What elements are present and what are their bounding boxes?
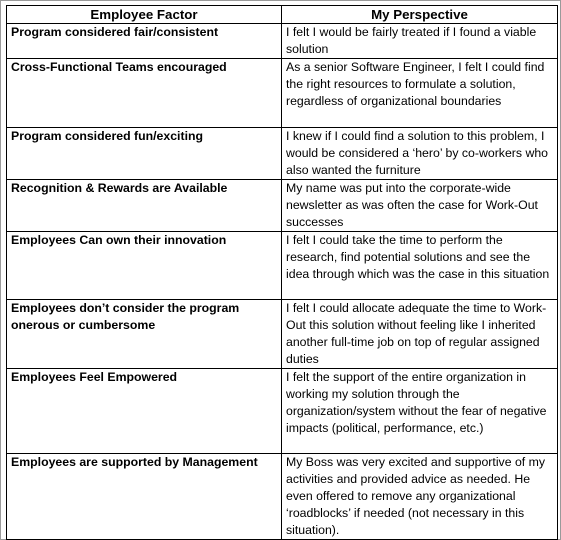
factor-cell: Recognition & Rewards are Available (7, 180, 282, 232)
perspective-cell: I felt I could allocate adequate the time to Work-Out this solution without feeling like I inherited another full-time job on top of regular assigned duties (282, 300, 558, 369)
perspective-cell: I felt the support of the entire organization in working my solution through the organization/system without the fear of negative impacts (political, performance, etc.) (282, 369, 558, 454)
header-row (7, 6, 558, 24)
header-my-perspective: My Perspective (282, 6, 558, 24)
factor-cell: Employees Can own their innovation (7, 232, 282, 300)
table-row (7, 128, 558, 180)
factor-cell: Program considered fun/exciting (7, 128, 282, 180)
table-row (7, 454, 558, 540)
perspective-cell: My name was put into the corporate-wide newsletter as was often the case for Work-Out successes (282, 180, 558, 232)
factor-cell: Employees are supported by Management (7, 454, 282, 540)
factor-cell: Employees Feel Empowered (7, 369, 282, 454)
table-row (7, 24, 558, 59)
perspective-cell: I felt I would be fairly treated if I found a viable solution (282, 24, 558, 59)
table-row (7, 59, 558, 128)
perspective-cell: I knew if I could find a solution to this problem, I would be considered a ‘hero’ by co-workers who also wanted the furniture (282, 128, 558, 180)
table-row (7, 300, 558, 369)
factor-cell: Employees don’t consider the program onerous or cumbersome (7, 300, 282, 369)
perspective-cell: As a senior Software Engineer, I felt I could find the right resources to formulate a solution, regardless of organizational boundaries (282, 59, 558, 128)
table-row (7, 180, 558, 232)
perspective-cell: My Boss was very excited and supportive of my activities and provided advice as needed. He even offered to remove any organizational ‘roadblocks’ if needed (not necessary in this situation). (282, 454, 558, 540)
table-row (7, 369, 558, 454)
table-row (7, 232, 558, 300)
perspective-cell: I felt I could take the time to perform the research, find potential solutions and see the idea through which was the case in this situation (282, 232, 558, 300)
factor-cell: Program considered fair/consistent (7, 24, 282, 59)
employee-factor-table (6, 5, 558, 540)
header-employee-factor: Employee Factor (7, 6, 282, 24)
factor-cell: Cross-Functional Teams encouraged (7, 59, 282, 128)
